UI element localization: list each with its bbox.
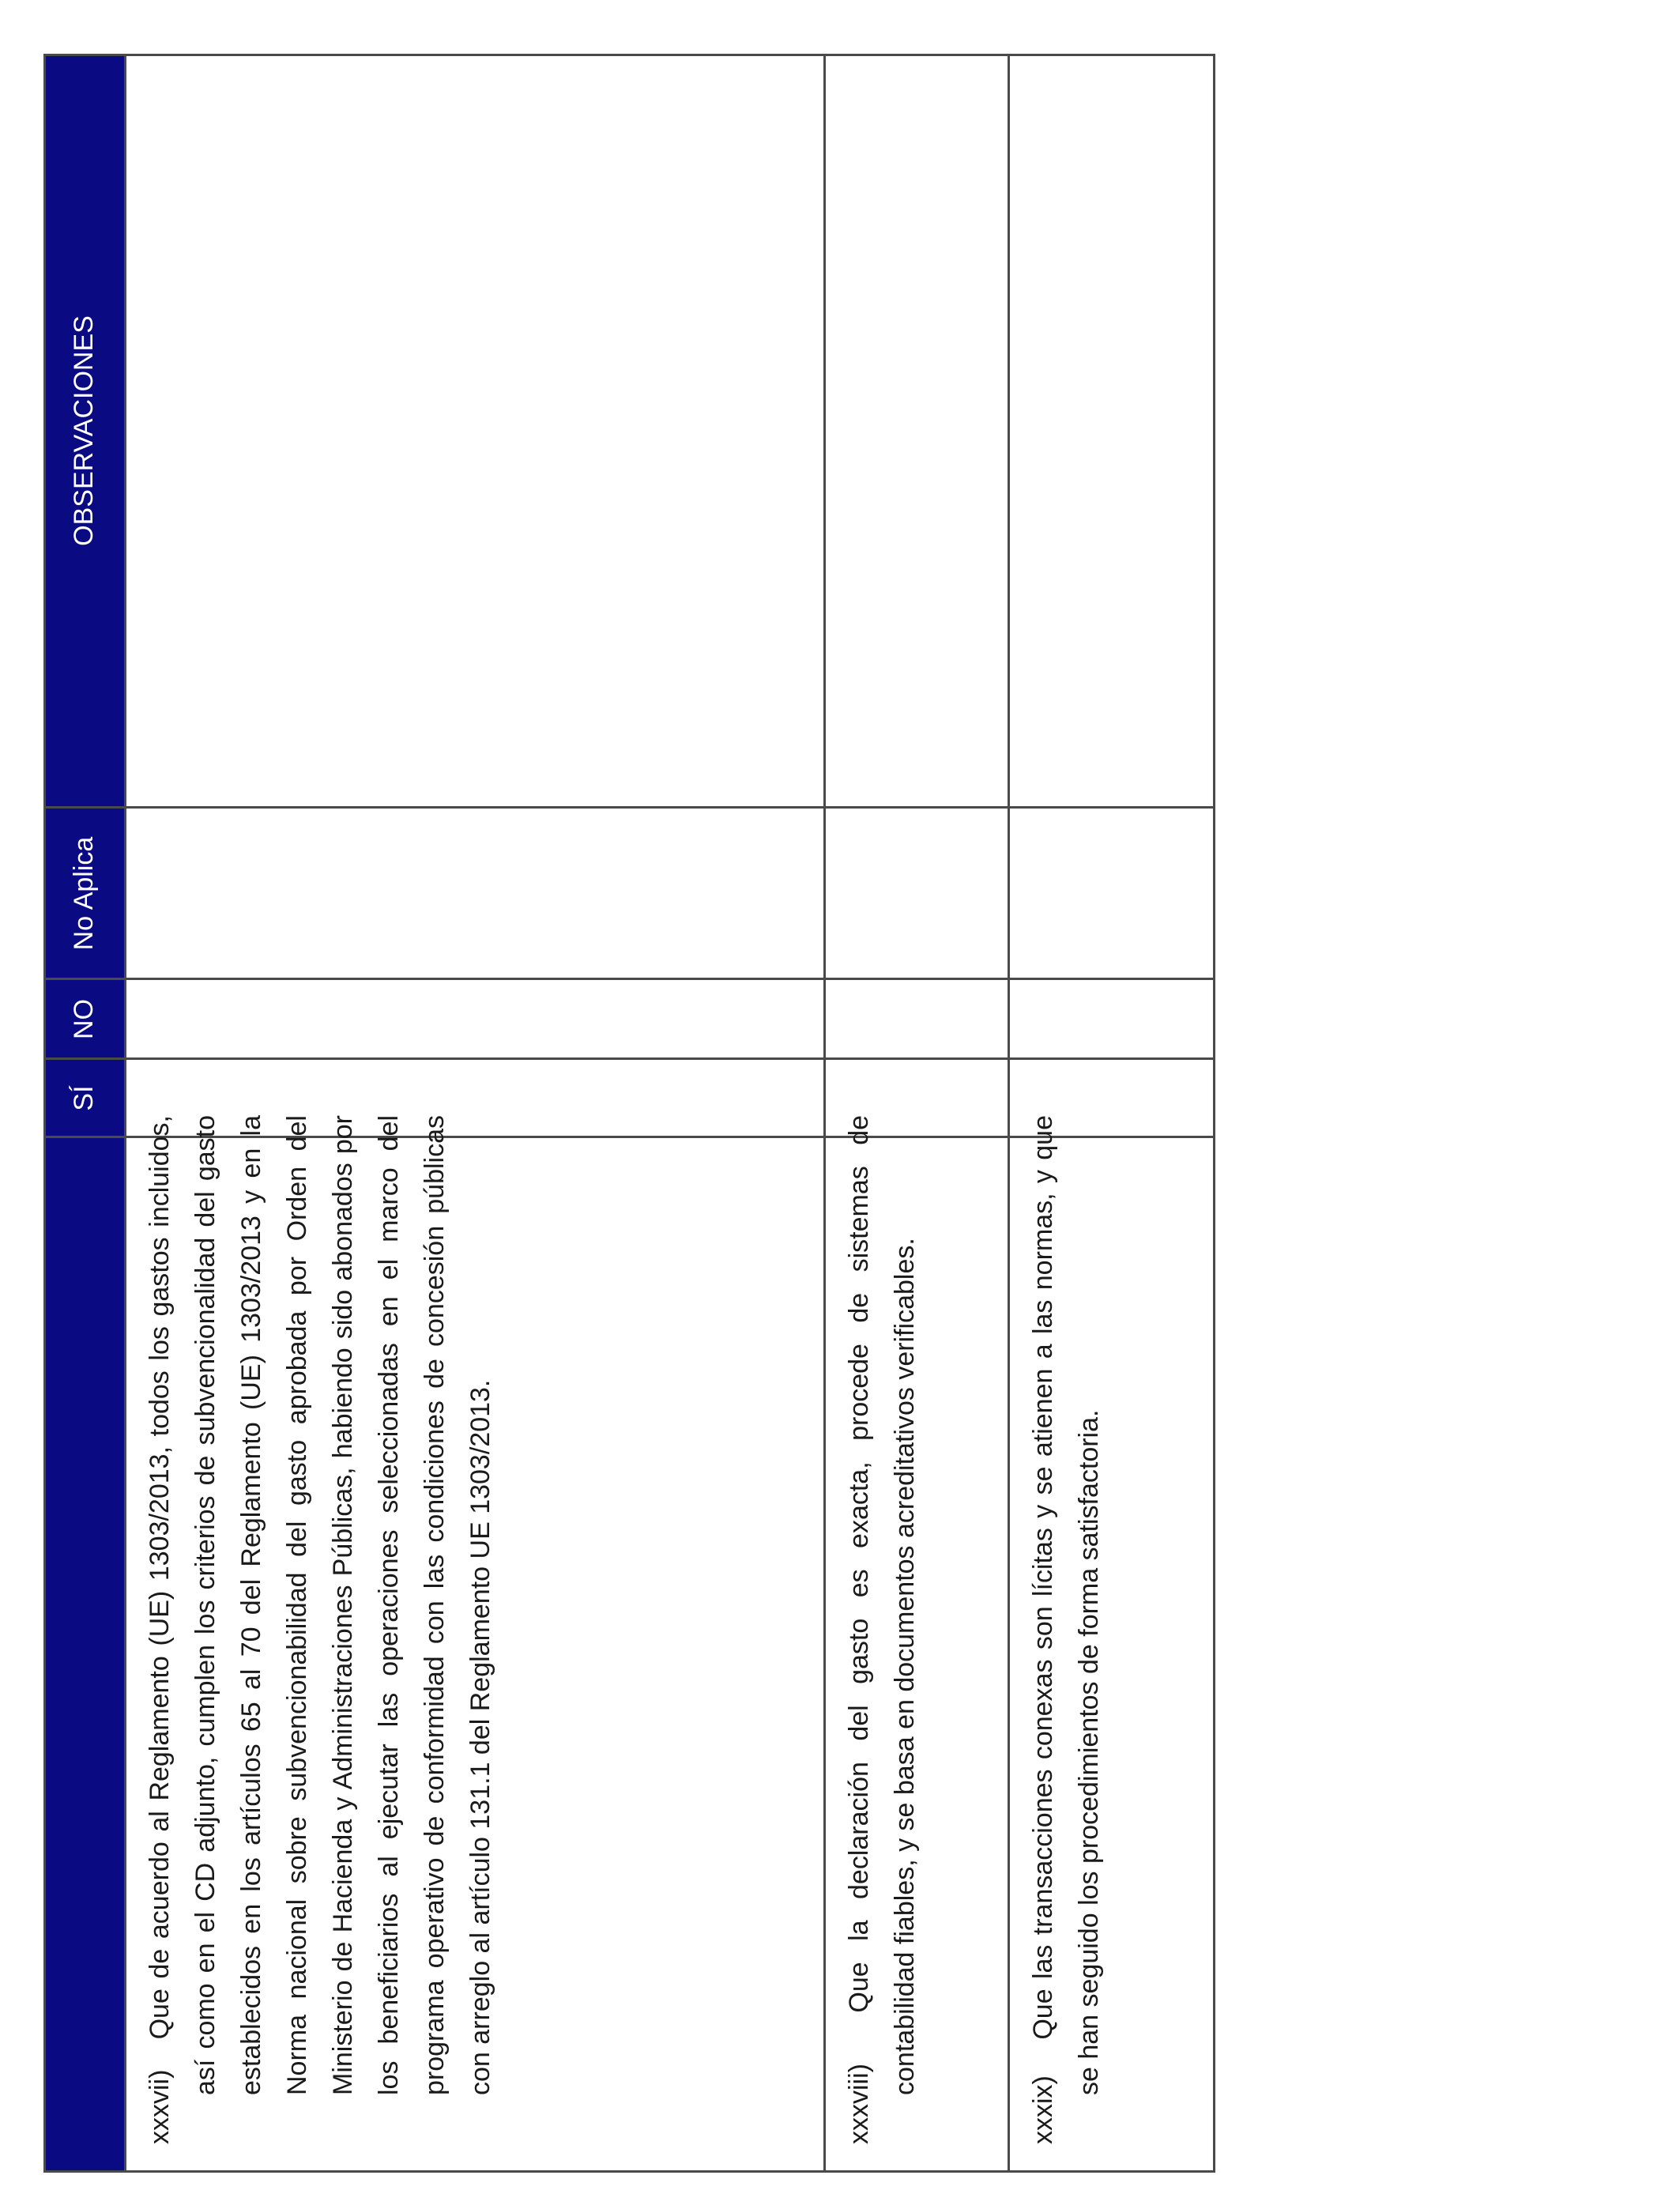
row-1-description: Que de acuerdo al Reglamento (UE) 1303/2013, todos los gastos incluidos, así como en el CD adjunto, cumplen los criterios de subvencionalidad del gasto establecidos en los artículos 65 al 70 del Reglamento (UE) 1303/2013 y en la Norma nacional sobre subvencionabilidad del gasto aprobada por Orden del Ministerio de Hacienda y Administraciones Públicas, habiendo sido abonados por los beneficiarios al ejecutar las operaciones seleccionadas en el marco del programa operativo de conformidad con las condiciones de concesión públicas con arreglo al artículo 131.1 del Reglamento UE 1303/2013.	[145, 1115, 495, 2095]
row-3-description: Que las transacciones conexas son lícitas y se atienen a las normas, y que se han seguido los procedimientos de forma satisfactoria.	[1028, 1115, 1104, 2095]
row-1-si-cell[interactable]	[126, 1060, 823, 1136]
row-3-no-aplica-cell[interactable]	[1010, 809, 1213, 978]
row-3-si-cell[interactable]	[1010, 1060, 1213, 1136]
row-2-no-cell[interactable]	[826, 980, 1008, 1057]
row-2-no-aplica-cell[interactable]	[826, 809, 1008, 978]
row-1-observaciones-cell[interactable]	[126, 56, 823, 806]
header-item	[43, 1137, 125, 2173]
row-3-text	[1020, 1115, 1112, 2144]
row-2-si-cell[interactable]	[826, 1060, 1008, 1136]
row-2-description: Que la declaración del gasto es exacta, procede de sistemas de contabilidad fiables, y se basa en documentos acreditativos verificables.	[844, 1114, 920, 2095]
checklist-table	[43, 54, 1215, 2173]
header-si: SÍ	[69, 1085, 99, 1111]
header-no: NO	[69, 999, 99, 1039]
row-1-no-aplica-cell[interactable]	[126, 809, 823, 978]
border-bottom	[1213, 54, 1215, 2173]
row-3-no-cell[interactable]	[1010, 980, 1213, 1057]
row-1-number: xxxvii)	[145, 2069, 175, 2144]
header-observaciones: OBSERVACIONES	[69, 315, 99, 546]
rotated-page	[43, 54, 1215, 2173]
row-3-number: xxxix)	[1028, 2075, 1058, 2144]
row-2-observaciones-cell[interactable]	[826, 56, 1008, 806]
row-1-no-cell[interactable]	[126, 980, 823, 1057]
row-3-observaciones-cell[interactable]	[1010, 56, 1213, 806]
row-2-number: xxxviii)	[844, 2064, 874, 2144]
row-2-text	[836, 1115, 928, 2144]
border-top	[43, 54, 46, 2173]
border-left	[43, 2170, 1215, 2173]
header-no-aplica: No Aplica	[69, 836, 99, 951]
row-1-text	[137, 1115, 503, 2144]
